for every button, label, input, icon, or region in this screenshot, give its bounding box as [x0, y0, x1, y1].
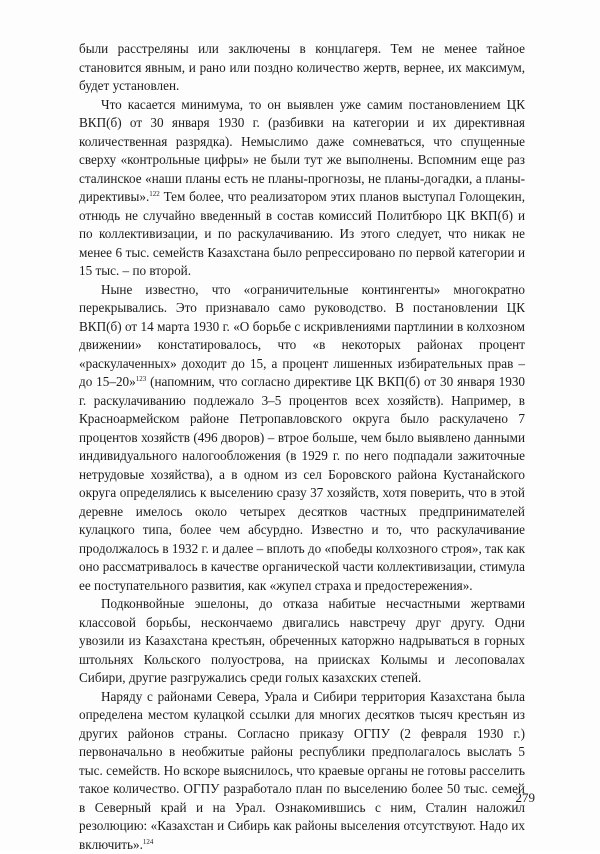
paragraph-3-text-a: Ныне известно, что «ограничительные контингенты» многократно перекрывались. Это признавало само руководство. В постановлении ЦК ВКП(б) от 14 марта 1930 г. «О борьбе с искривлениями партлинии в колхозном движении» констатировалось, что «в некоторых районах процент «раскулаченных» доходит до 15, а процент лишенных избирательных прав – до 15–20» [79, 282, 525, 390]
footnote-ref-124[interactable]: 124 [143, 838, 154, 846]
paragraph-5 [79, 688, 525, 854]
paragraph-3 [79, 281, 525, 596]
footnote-ref-123[interactable]: 123 [136, 375, 147, 383]
paragraph-4 [79, 595, 525, 688]
paragraph-1-text: были расстреляны или заключены в концлагеря. Тем не менее тайное становится явным, и рано или поздно количество жертв, вернее, их максимум, будет установлен. [79, 41, 525, 93]
paragraph-5-text-a: Наряду с районами Севера, Урала и Сибири территория Казахстана была определена местом кулацкой ссылки для многих десятков тысяч крестьян из других районов страны. Согласно приказу ОГПУ (2 февраля 1930 г.) первоначально в необжитые районы республики предполагалось выслать 5 тыс. семейств. Но вскоре выяснилось, что краевые органы не готовы расселить такое количество. ОГПУ разработало план по выселению более 50 тыс. семей в Северный край и на Урал. Ознакомившись с ним, Сталин наложил резолюцию: «Казахстан и Сибирь как районы выселения отсутствуют. Надо их включить». [79, 689, 525, 852]
paragraph-4-text: Подконвойные эшелоны, до отказа набитые несчастными жертвами классовой борьбы, нескончаемо двигались навстречу друг другу. Одни увозили из Казахстана крестьян, обреченных каторжно надрываться в горных штольнях Кольского полуострова, на приисках Колымы и лесоповалах Сибири, другие разгружались среди голых казахских степей. [79, 596, 525, 685]
paragraph-2 [79, 96, 525, 281]
paragraph-2-text-b: Тем более, что реализатором этих планов выступал Голощекин, отнюдь не случайно введенный в состав комиссий Политбюро ЦК ВКП(б) и по коллективизации, и по раскулачиванию. Из этого следует, что никак не менее 6 тыс. семейств Казахстана было репрессировано по первой категории и 15 тыс. – по второй. [79, 189, 525, 278]
paragraph-1 [79, 40, 525, 96]
page-number: 279 [495, 790, 535, 806]
body-text [79, 40, 525, 854]
footnote-ref-122[interactable]: 122 [149, 190, 160, 198]
paragraph-3-text-b: (напомним, что согласно директиве ЦК ВКП(б) от 30 января 1930 г. раскулачиванию подлежало 3–5 процентов всех хозяйств). Например, в Красноармейском районе Петропавловского округа было раскулачено 7 процентов хозяйств (496 дворов) – втрое больше, чем было выявлено данными индивидуального налогообложения (в 1929 г. по него подпадали зажиточные нетрудовые хозяйства), а в одном из сел Боровского района Кустанайского округа определялись к выселению сразу 37 хозяйств, хотя поверить, что в этой деревне имелось около четырех десятков частных предпринимателей кулацкого типа, более чем абсурдно. Известно и то, что раскулачивание продолжалось в 1932 г. и далее – вплоть до «победы колхозного строя», так как оно рассматривалось в качестве органической части коллективизации, стимула ее поступательного развития, как «жупел страха и предостережения». [79, 374, 525, 593]
paragraph-2-text-a: Что касается минимума, то он выявлен уже самим постановлением ЦК ВКП(б) от 30 января 1930 г. (разбивки на категории и их директивная количественная разрядка). Немыслимо даже сомневаться, что спущенные сверху «контрольные цифры» не были тут же выполнены. Вспомним еще раз сталинское «наши планы есть не планы-прогнозы, не планы-догадки, а планы-директивы». [79, 97, 525, 205]
